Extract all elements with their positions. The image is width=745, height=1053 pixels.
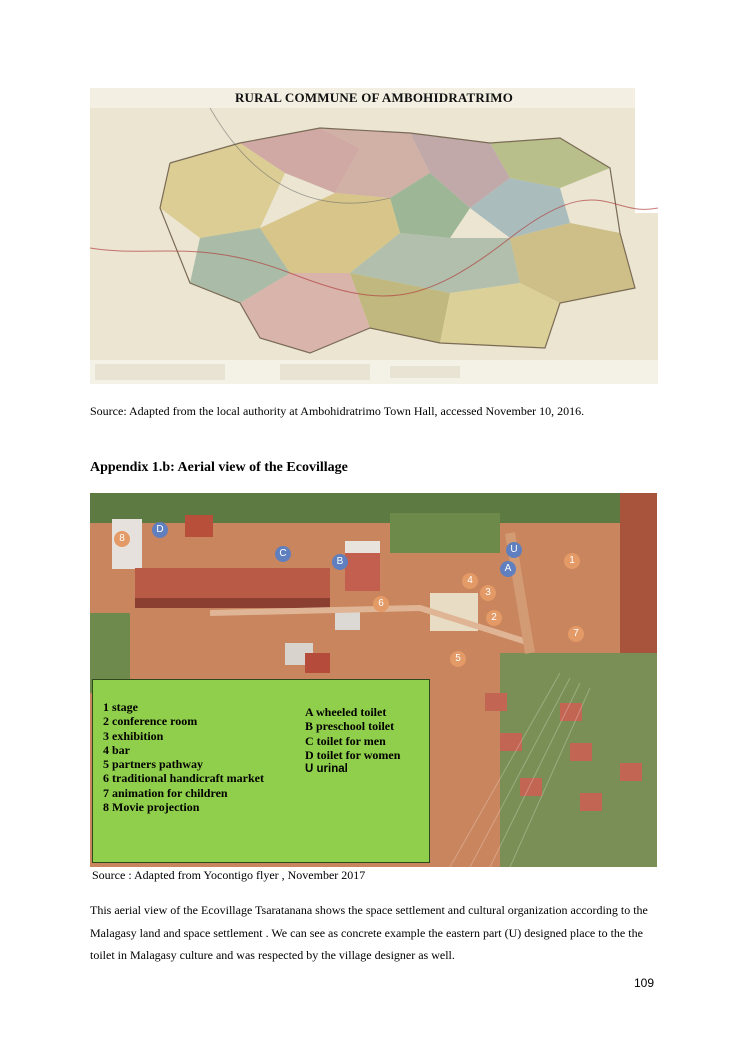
marker-4: 4 [462, 573, 478, 589]
map-source-caption: Source: Adapted from the local authority at Ambohidratrimo Town Hall, accessed November 10, 2016. [90, 404, 585, 418]
legend-item: A wheeled toilet [305, 705, 387, 719]
legend-item: C toilet for men [305, 733, 386, 748]
map-title: RURAL COMMUNE OF AMBOHIDRATRIMO [234, 90, 514, 105]
aerial-legend-box [92, 679, 430, 863]
marker-1: 1 [564, 553, 580, 569]
marker-6: 6 [373, 596, 389, 612]
legend-item: U urinal [305, 763, 348, 776]
aerial-source-caption: Source : Adapted from Yocontigo flyer , November 2017 [92, 868, 366, 882]
marker-3: 3 [480, 585, 496, 601]
marker-2: 2 [486, 610, 502, 626]
legend-item: 1 stage [103, 700, 138, 714]
legend-item: D toilet for women [305, 747, 401, 762]
marker-7: 7 [568, 626, 584, 642]
legend-right-column [305, 705, 400, 776]
marker-c: C [275, 546, 291, 562]
legend-item: 7 animation for children [103, 785, 228, 800]
legend-left-column [103, 700, 264, 814]
legend-item: 8 Movie projection [103, 800, 200, 815]
legend-item: 6 traditional handicraft market [103, 771, 264, 786]
appendix-heading: Appendix 1.b: Aerial view of the Ecovillage [90, 460, 348, 475]
marker-b: B [332, 554, 348, 570]
marker-8: 8 [114, 531, 130, 547]
commune-map-image [90, 88, 658, 384]
body-paragraph: This aerial view of the Ecovillage Tsaratanana shows the space settlement and cultural organization according to the Malagasy land and space settlement . We can see as concrete example the eastern part (U) designed place to the the toilet in Malagasy culture and was respected by the village designer as well. [90, 903, 648, 962]
legend-item: 4 bar [103, 742, 130, 757]
page-number: 109 [634, 976, 655, 990]
marker-u: U [506, 542, 522, 558]
commune-map-drawing [90, 88, 658, 384]
legend-item: B preschool toilet [305, 719, 395, 734]
legend-item: 2 conference room [103, 714, 198, 729]
legend-item: 3 exhibition [103, 728, 164, 743]
legend-item: 5 partners pathway [103, 757, 204, 772]
marker-d: D [152, 522, 168, 538]
marker-a: A [500, 561, 516, 577]
marker-5: 5 [450, 651, 466, 667]
